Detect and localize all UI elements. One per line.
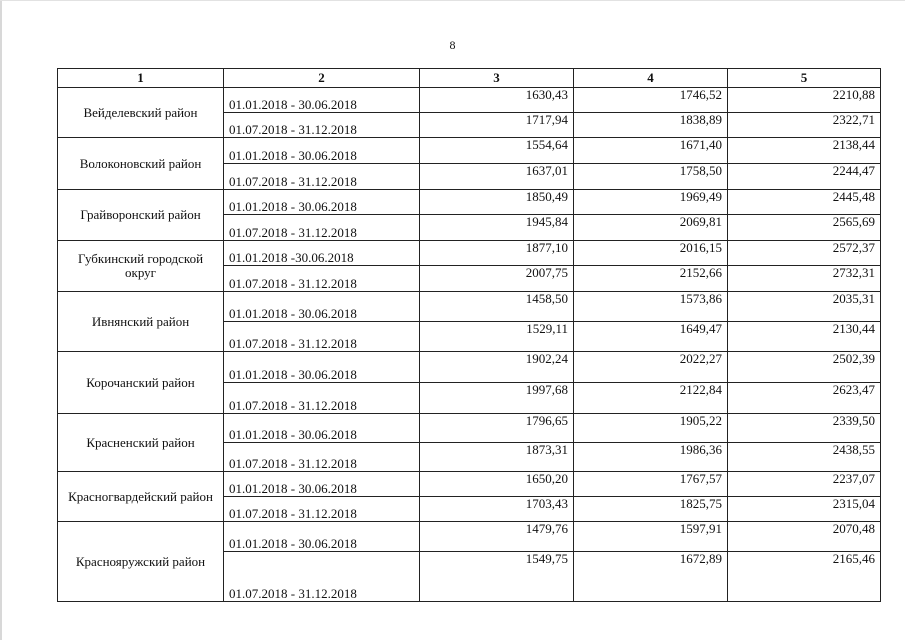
value-cell-col5: 2165,46 <box>728 552 881 602</box>
period-cell: 01.07.2018 - 31.12.2018 <box>224 266 420 292</box>
value-cell-col4: 1758,50 <box>574 164 728 190</box>
value-cell-col5: 2035,31 <box>728 292 881 322</box>
period-cell: 01.07.2018 - 31.12.2018 <box>224 322 420 352</box>
page-number: 8 <box>449 38 456 52</box>
value-cell-col3: 1637,01 <box>420 164 574 190</box>
period-cell: 01.07.2018 - 31.12.2018 <box>224 215 420 241</box>
period-cell: 01.01.2018 - 30.06.2018 <box>224 472 420 497</box>
period-cell: 01.07.2018 - 31.12.2018 <box>224 383 420 414</box>
district-name-cell: Красногвардейский район <box>58 472 224 522</box>
period-cell: 01.01.2018 -30.06.2018 <box>224 241 420 266</box>
column-header: 2 <box>224 69 420 88</box>
district-name-cell: Губкинский городской округ <box>58 241 224 292</box>
table-row <box>58 414 881 443</box>
value-cell-col5: 2572,37 <box>728 241 881 266</box>
value-cell-col4: 1597,91 <box>574 522 728 552</box>
value-cell-col4: 1905,22 <box>574 414 728 443</box>
period-cell: 01.01.2018 - 30.06.2018 <box>224 190 420 215</box>
district-name-cell: Грайворонский район <box>58 190 224 241</box>
value-cell-col4: 1986,36 <box>574 443 728 472</box>
column-header: 3 <box>420 69 574 88</box>
value-cell-col5: 2445,48 <box>728 190 881 215</box>
column-header: 4 <box>574 69 728 88</box>
value-cell-col3: 1997,68 <box>420 383 574 414</box>
table-row <box>58 88 881 113</box>
value-cell-col3: 1479,76 <box>420 522 574 552</box>
value-cell-col5: 2315,04 <box>728 497 881 522</box>
column-header: 5 <box>728 69 881 88</box>
value-cell-col4: 2152,66 <box>574 266 728 292</box>
table-header <box>58 69 881 88</box>
value-cell-col4: 2122,84 <box>574 383 728 414</box>
value-cell-col4: 1746,52 <box>574 88 728 113</box>
district-name-cell: Ивнянский район <box>58 292 224 352</box>
value-cell-col5: 2565,69 <box>728 215 881 241</box>
value-cell-col4: 1969,49 <box>574 190 728 215</box>
scan-edge <box>0 0 905 1</box>
value-cell-col3: 1630,43 <box>420 88 574 113</box>
value-cell-col4: 1649,47 <box>574 322 728 352</box>
district-name-cell: Корочанский район <box>58 352 224 414</box>
period-cell: 01.01.2018 - 30.06.2018 <box>224 292 420 322</box>
value-cell-col5: 2244,47 <box>728 164 881 190</box>
value-cell-col5: 2210,88 <box>728 88 881 113</box>
period-cell: 01.07.2018 - 31.12.2018 <box>224 497 420 522</box>
value-cell-col5: 2237,07 <box>728 472 881 497</box>
value-cell-col4: 1825,75 <box>574 497 728 522</box>
value-cell-col3: 1458,50 <box>420 292 574 322</box>
value-cell-col3: 2007,75 <box>420 266 574 292</box>
value-cell-col3: 1717,94 <box>420 113 574 138</box>
district-name-cell: Волоконовский район <box>58 138 224 190</box>
period-cell: 01.01.2018 - 30.06.2018 <box>224 138 420 164</box>
value-cell-col5: 2502,39 <box>728 352 881 383</box>
period-cell: 01.01.2018 - 30.06.2018 <box>224 88 420 113</box>
value-cell-col3: 1873,31 <box>420 443 574 472</box>
value-cell-col3: 1529,11 <box>420 322 574 352</box>
table-row <box>58 190 881 215</box>
period-cell: 01.07.2018 - 31.12.2018 <box>224 164 420 190</box>
value-cell-col4: 2016,15 <box>574 241 728 266</box>
period-cell: 01.07.2018 - 31.12.2018 <box>224 113 420 138</box>
period-cell: 01.07.2018 - 31.12.2018 <box>224 552 420 602</box>
tariff-table <box>57 68 881 602</box>
period-cell: 01.07.2018 - 31.12.2018 <box>224 443 420 472</box>
period-cell: 01.01.2018 - 30.06.2018 <box>224 414 420 443</box>
table-row <box>58 472 881 497</box>
value-cell-col4: 1573,86 <box>574 292 728 322</box>
value-cell-col4: 1672,89 <box>574 552 728 602</box>
scan-edge <box>0 0 2 640</box>
table-row <box>58 292 881 322</box>
period-cell: 01.01.2018 - 30.06.2018 <box>224 352 420 383</box>
period-cell: 01.01.2018 - 30.06.2018 <box>224 522 420 552</box>
value-cell-col3: 1703,43 <box>420 497 574 522</box>
value-cell-col4: 2022,27 <box>574 352 728 383</box>
value-cell-col4: 1838,89 <box>574 113 728 138</box>
district-name-cell: Красненский район <box>58 414 224 472</box>
value-cell-col4: 1671,40 <box>574 138 728 164</box>
value-cell-col5: 2339,50 <box>728 414 881 443</box>
header-row <box>58 69 881 88</box>
value-cell-col3: 1650,20 <box>420 472 574 497</box>
value-cell-col5: 2322,71 <box>728 113 881 138</box>
value-cell-col3: 1554,64 <box>420 138 574 164</box>
table-row <box>58 138 881 164</box>
value-cell-col5: 2623,47 <box>728 383 881 414</box>
value-cell-col5: 2070,48 <box>728 522 881 552</box>
value-cell-col3: 1850,49 <box>420 190 574 215</box>
value-cell-col3: 1796,65 <box>420 414 574 443</box>
table-row <box>58 241 881 266</box>
district-name-cell: Краснояружский район <box>58 522 224 602</box>
value-cell-col3: 1549,75 <box>420 552 574 602</box>
district-name-cell: Вейделевский район <box>58 88 224 138</box>
value-cell-col4: 2069,81 <box>574 215 728 241</box>
value-cell-col3: 1877,10 <box>420 241 574 266</box>
value-cell-col5: 2138,44 <box>728 138 881 164</box>
value-cell-col5: 2438,55 <box>728 443 881 472</box>
table-row <box>58 352 881 383</box>
value-cell-col3: 1945,84 <box>420 215 574 241</box>
value-cell-col3: 1902,24 <box>420 352 574 383</box>
table-row <box>58 522 881 552</box>
value-cell-col5: 2130,44 <box>728 322 881 352</box>
table-body <box>58 88 881 602</box>
column-header: 1 <box>58 69 224 88</box>
value-cell-col5: 2732,31 <box>728 266 881 292</box>
value-cell-col4: 1767,57 <box>574 472 728 497</box>
